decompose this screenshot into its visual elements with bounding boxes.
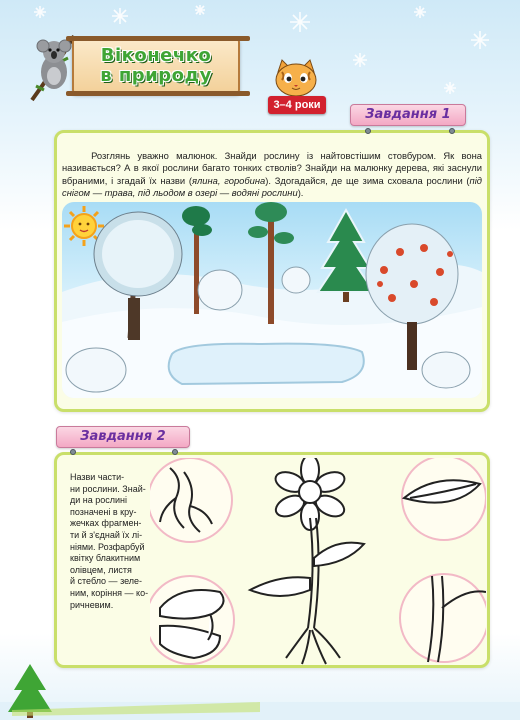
task1-text-italic2: під снігом — трава, під льодом в озері — водяні рослини <box>62 174 482 199</box>
winter-scene-illustration <box>62 202 482 398</box>
title-banner <box>72 38 240 94</box>
plant-parts-illustration <box>150 458 486 666</box>
tab-pin <box>365 128 371 134</box>
title-line-2: в природу <box>100 65 212 86</box>
tree-icon <box>318 210 374 302</box>
banner-rod-bottom <box>66 91 250 96</box>
task1-instructions <box>62 150 482 200</box>
task2-tab: Завдання 2 <box>56 426 190 448</box>
title-line-1: Віконечко <box>100 45 212 66</box>
snowflake-background-bottom <box>0 650 520 720</box>
age-badge: 3–4 роки <box>268 96 326 114</box>
task1-text-part2: ). Здогадайся, де ще зима сховала рослини ( <box>265 174 470 186</box>
task1-text-part1: Розглянь уважно малюнок. Знайди рослину із найтовстішим стовбуром. Як вона називається? А в якої рослини багато тонких стволів? Знайди на малюнку дерева, які заснули вбраними, і згадай їх назви ( <box>62 150 482 186</box>
task1-text-italic1: ялина, горобина <box>192 174 266 186</box>
banner-rod-top <box>66 36 250 41</box>
task1-text-part3: ). <box>297 187 304 199</box>
tab-pin <box>172 449 178 455</box>
task2-instructions: Назви части- ни рослини. Знай- ди на рослині позначені в кру- жечках фрагмен- ти й з'єднай їх лі- ніями. Розфарбуй квітку блакитним олівцем, листя й стебло — зеле- ним, коріння — ко- ричневим. <box>70 472 149 610</box>
tab-pin <box>449 128 455 134</box>
tab-pin <box>70 449 76 455</box>
task1-tab: Завдання 1 <box>350 104 466 126</box>
